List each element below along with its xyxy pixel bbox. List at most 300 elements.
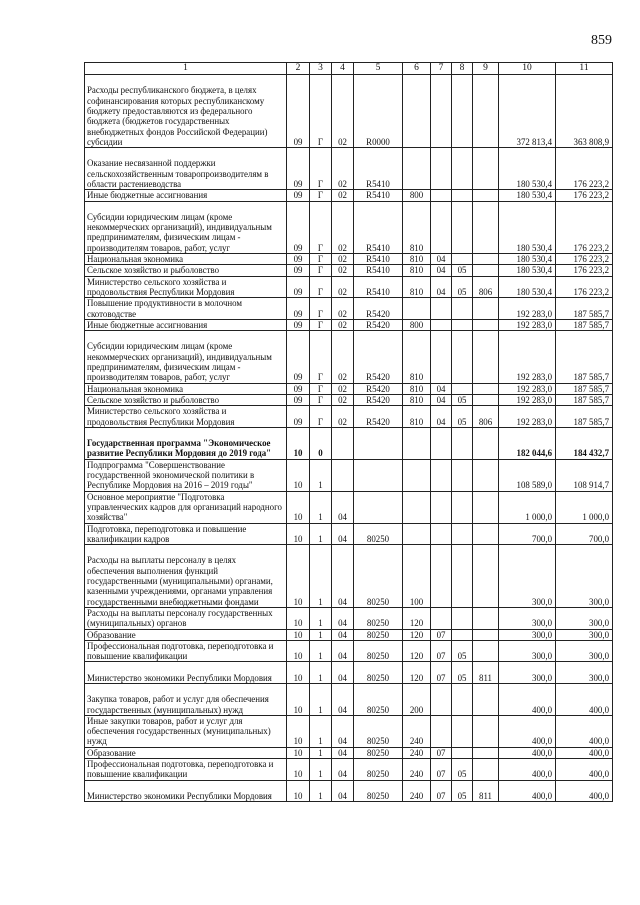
table-header-row (85, 63, 613, 75)
table-row (85, 629, 613, 640)
cell-code (452, 747, 473, 758)
cell-code (452, 427, 473, 459)
table-row (85, 319, 613, 330)
cell-code: Г (310, 254, 332, 265)
cell-code: 02 (332, 190, 354, 201)
column-header: 2 (287, 63, 310, 75)
table-row (85, 276, 613, 298)
cell-code: 1 (310, 747, 332, 758)
row-name: Сельское хозяйство и рыболовство (85, 394, 287, 405)
column-header: 7 (431, 63, 452, 75)
cell-code: 09 (287, 75, 310, 148)
cell-code: 80250 (354, 629, 403, 640)
cell-code (473, 715, 499, 747)
cell-code (452, 383, 473, 394)
table-row (85, 298, 613, 320)
cell-code: 10 (287, 780, 310, 802)
cell-code: 80250 (354, 640, 403, 662)
cell-code: R5410 (354, 201, 403, 254)
cell-code (452, 331, 473, 384)
cell-code: 09 (287, 331, 310, 384)
cell-code: 810 (403, 276, 431, 298)
cell-code: 0 (310, 427, 332, 459)
cell-code: 04 (332, 747, 354, 758)
cell-code: 10 (287, 683, 310, 715)
cell-code: 80250 (354, 523, 403, 545)
cell-code: 04 (332, 780, 354, 802)
cell-code (452, 607, 473, 629)
row-name: Расходы республиканского бюджета, в целях софинансирования которых республиканскому бюджету предоставляются из федерального бюджета (бюджетов государственных внебюджетных фондов Российской Федерации) субсидии (85, 75, 287, 148)
cell-code (473, 523, 499, 545)
cell-code (473, 383, 499, 394)
cell-code: 02 (332, 331, 354, 384)
cell-code: R5410 (354, 276, 403, 298)
table-row (85, 254, 613, 265)
cell-code: 09 (287, 276, 310, 298)
cell-code: 02 (332, 75, 354, 148)
cell-code: R5420 (354, 319, 403, 330)
cell-code (452, 523, 473, 545)
row-name: Министерство экономики Республики Мордовия (85, 662, 287, 684)
cell-code: 1 (310, 545, 332, 608)
cell-code: R5420 (354, 331, 403, 384)
cell-code: 1 (310, 683, 332, 715)
cell-amount-2018: 300,0 (499, 662, 556, 684)
column-header: 8 (452, 63, 473, 75)
cell-amount-2019: 400,0 (556, 747, 613, 758)
cell-code (403, 75, 431, 148)
cell-code (403, 491, 431, 523)
cell-code (403, 148, 431, 190)
cell-code: 810 (403, 406, 431, 428)
cell-code: 02 (332, 298, 354, 320)
cell-code: Г (310, 75, 332, 148)
cell-amount-2019: 1 000,0 (556, 491, 613, 523)
row-name: Государственная программа "Экономическое развитие Республики Мордовия до 2019 года" (85, 427, 287, 459)
cell-amount-2019: 400,0 (556, 715, 613, 747)
cell-code (473, 298, 499, 320)
column-header: 6 (403, 63, 431, 75)
cell-code: 806 (473, 276, 499, 298)
cell-amount-2019: 363 808,9 (556, 75, 613, 148)
cell-code (473, 265, 499, 276)
row-name: Иные бюджетные ассигнования (85, 190, 287, 201)
cell-amount-2018: 180 530,4 (499, 148, 556, 190)
cell-code: 02 (332, 319, 354, 330)
cell-code: 05 (452, 640, 473, 662)
cell-code: 02 (332, 265, 354, 276)
cell-amount-2019: 187 585,7 (556, 298, 613, 320)
cell-amount-2019: 187 585,7 (556, 394, 613, 405)
cell-code: 1 (310, 662, 332, 684)
cell-code: 810 (403, 201, 431, 254)
cell-code: R0000 (354, 75, 403, 148)
cell-code (452, 491, 473, 523)
cell-code: 80250 (354, 780, 403, 802)
row-name: Национальная экономика (85, 254, 287, 265)
cell-code: 1 (310, 629, 332, 640)
table-row (85, 759, 613, 781)
cell-code (473, 459, 499, 491)
cell-code: 1 (310, 715, 332, 747)
cell-amount-2019: 400,0 (556, 683, 613, 715)
row-name: Расходы на выплаты персоналу в целях обеспечения выполнения функций государственными (муниципальными) органами, казенными учреждениями, органами управления государственными внебюджетными фондами (85, 545, 287, 608)
cell-code: 05 (452, 265, 473, 276)
row-name: Образование (85, 747, 287, 758)
cell-code: 04 (431, 406, 452, 428)
cell-code: 10 (287, 545, 310, 608)
cell-code: 80250 (354, 715, 403, 747)
cell-code (431, 190, 452, 201)
cell-code: 04 (431, 265, 452, 276)
cell-amount-2019: 300,0 (556, 662, 613, 684)
cell-code: 120 (403, 629, 431, 640)
cell-amount-2018: 192 283,0 (499, 298, 556, 320)
cell-code: 10 (287, 715, 310, 747)
cell-code: 04 (332, 545, 354, 608)
cell-code: R5410 (354, 265, 403, 276)
table-row (85, 148, 613, 190)
cell-code (431, 148, 452, 190)
cell-code: 09 (287, 201, 310, 254)
cell-amount-2019: 176 223,2 (556, 254, 613, 265)
row-name: Иные закупки товаров, работ и услуг для обеспечения государственных (муниципальных) нужд (85, 715, 287, 747)
cell-code: 04 (431, 254, 452, 265)
cell-code: 1 (310, 459, 332, 491)
cell-amount-2018: 192 283,0 (499, 394, 556, 405)
cell-code (473, 319, 499, 330)
row-name: Субсидии юридическим лицам (кроме некоммерческих организаций), индивидуальным предпринимателям, физическим лицам - производителям товаров, работ, услуг (85, 331, 287, 384)
cell-code: R5420 (354, 394, 403, 405)
cell-amount-2018: 400,0 (499, 780, 556, 802)
cell-amount-2018: 400,0 (499, 759, 556, 781)
cell-code: 04 (332, 491, 354, 523)
cell-code: 05 (452, 406, 473, 428)
cell-code: 05 (452, 759, 473, 781)
cell-code: 10 (287, 427, 310, 459)
cell-code: 04 (431, 394, 452, 405)
cell-code: R5410 (354, 148, 403, 190)
cell-code: 02 (332, 148, 354, 190)
cell-code (431, 459, 452, 491)
row-name: Иные бюджетные ассигнования (85, 319, 287, 330)
cell-code: 200 (403, 683, 431, 715)
table-row (85, 640, 613, 662)
column-header: 4 (332, 63, 354, 75)
cell-code: Г (310, 383, 332, 394)
cell-code (473, 683, 499, 715)
table-row (85, 383, 613, 394)
cell-amount-2019: 187 585,7 (556, 383, 613, 394)
cell-code: 806 (473, 406, 499, 428)
cell-code: 240 (403, 715, 431, 747)
cell-code: 04 (332, 640, 354, 662)
cell-code: 09 (287, 254, 310, 265)
cell-code: 120 (403, 607, 431, 629)
cell-amount-2018: 300,0 (499, 640, 556, 662)
cell-code (332, 459, 354, 491)
cell-code (452, 201, 473, 254)
cell-code: 10 (287, 459, 310, 491)
column-header: 9 (473, 63, 499, 75)
table-row (85, 406, 613, 428)
cell-code: 240 (403, 780, 431, 802)
cell-amount-2018: 1 000,0 (499, 491, 556, 523)
row-name: Профессиональная подготовка, переподготовка и повышение квалификации (85, 640, 287, 662)
cell-amount-2019: 400,0 (556, 759, 613, 781)
cell-amount-2019: 176 223,2 (556, 201, 613, 254)
cell-code: Г (310, 190, 332, 201)
cell-code: 1 (310, 759, 332, 781)
cell-amount-2019: 187 585,7 (556, 319, 613, 330)
cell-code (473, 427, 499, 459)
table-row (85, 747, 613, 758)
table-row (85, 331, 613, 384)
cell-code: 800 (403, 319, 431, 330)
cell-code: 1 (310, 523, 332, 545)
cell-code (431, 319, 452, 330)
cell-code: 04 (332, 759, 354, 781)
cell-amount-2018: 180 530,4 (499, 276, 556, 298)
cell-code (431, 75, 452, 148)
cell-code: 80250 (354, 545, 403, 608)
cell-amount-2019: 176 223,2 (556, 265, 613, 276)
row-name: Министерство экономики Республики Мордовия (85, 780, 287, 802)
cell-code: 09 (287, 298, 310, 320)
cell-code (452, 459, 473, 491)
cell-code: 04 (332, 523, 354, 545)
table-row (85, 780, 613, 802)
cell-code: 09 (287, 394, 310, 405)
cell-amount-2019: 300,0 (556, 607, 613, 629)
cell-amount-2018: 180 530,4 (499, 190, 556, 201)
cell-code (354, 459, 403, 491)
cell-code: 10 (287, 662, 310, 684)
table-row (85, 683, 613, 715)
cell-code: 10 (287, 523, 310, 545)
cell-code: 05 (452, 276, 473, 298)
cell-code (431, 545, 452, 608)
cell-code: 07 (431, 759, 452, 781)
cell-amount-2018: 700,0 (499, 523, 556, 545)
cell-code: 09 (287, 319, 310, 330)
cell-code (473, 331, 499, 384)
cell-amount-2019: 176 223,2 (556, 276, 613, 298)
cell-code: Г (310, 406, 332, 428)
cell-code (431, 298, 452, 320)
cell-code (403, 298, 431, 320)
cell-code (452, 319, 473, 330)
row-name: Министерство сельского хозяйства и продовольствия Республики Мордовия (85, 276, 287, 298)
cell-code: 04 (332, 662, 354, 684)
cell-amount-2018: 180 530,4 (499, 265, 556, 276)
cell-code: 05 (452, 394, 473, 405)
cell-amount-2018: 300,0 (499, 629, 556, 640)
cell-code: Г (310, 148, 332, 190)
cell-code: 240 (403, 747, 431, 758)
cell-amount-2018: 192 283,0 (499, 406, 556, 428)
cell-code (403, 459, 431, 491)
cell-code: 07 (431, 640, 452, 662)
table-row (85, 190, 613, 201)
cell-code: 1 (310, 491, 332, 523)
cell-code: 10 (287, 747, 310, 758)
cell-code: 05 (452, 780, 473, 802)
cell-code: 240 (403, 759, 431, 781)
cell-code: 09 (287, 190, 310, 201)
row-name: Национальная экономика (85, 383, 287, 394)
cell-code (473, 190, 499, 201)
row-name: Субсидии юридическим лицам (кроме некоммерческих организаций), индивидуальным предпринимателям, физическим лицам - производителям товаров, работ, услуг (85, 201, 287, 254)
cell-code: 07 (431, 629, 452, 640)
cell-code (403, 427, 431, 459)
column-header: 11 (556, 63, 613, 75)
column-header: 5 (354, 63, 403, 75)
cell-code: 04 (332, 683, 354, 715)
column-header: 10 (499, 63, 556, 75)
table-row (85, 523, 613, 545)
cell-code: 80250 (354, 683, 403, 715)
cell-code: R5420 (354, 406, 403, 428)
cell-code: 04 (332, 715, 354, 747)
row-name: Повышение продуктивности в молочном скотоводстве (85, 298, 287, 320)
cell-code (431, 523, 452, 545)
cell-code: 02 (332, 254, 354, 265)
cell-amount-2018: 400,0 (499, 715, 556, 747)
cell-code: 811 (473, 662, 499, 684)
cell-code: 100 (403, 545, 431, 608)
cell-amount-2019: 300,0 (556, 545, 613, 608)
cell-amount-2018: 400,0 (499, 683, 556, 715)
cell-code: 07 (431, 662, 452, 684)
cell-code: Г (310, 331, 332, 384)
cell-code: Г (310, 201, 332, 254)
row-name: Образование (85, 629, 287, 640)
cell-code: 810 (403, 331, 431, 384)
cell-code (354, 491, 403, 523)
cell-code: 05 (452, 662, 473, 684)
cell-code: Г (310, 276, 332, 298)
cell-code (431, 201, 452, 254)
cell-code: 10 (287, 629, 310, 640)
cell-code (452, 545, 473, 608)
cell-code (473, 545, 499, 608)
cell-code: R5410 (354, 190, 403, 201)
cell-code (403, 523, 431, 545)
budget-table (84, 62, 613, 802)
row-name: Министерство сельского хозяйства и продовольствия Республики Мордовия (85, 406, 287, 428)
table-row (85, 265, 613, 276)
cell-code (473, 629, 499, 640)
cell-amount-2019: 300,0 (556, 629, 613, 640)
cell-code (431, 607, 452, 629)
cell-code (452, 190, 473, 201)
row-name: Профессиональная подготовка, переподготовка и повышение квалификации (85, 759, 287, 781)
cell-amount-2019: 108 914,7 (556, 459, 613, 491)
cell-code: 800 (403, 190, 431, 201)
cell-code: 09 (287, 406, 310, 428)
cell-code: 120 (403, 640, 431, 662)
cell-code (473, 394, 499, 405)
table-row (85, 201, 613, 254)
cell-code (332, 427, 354, 459)
column-header: 3 (310, 63, 332, 75)
cell-code: 80250 (354, 747, 403, 758)
cell-code: R5410 (354, 254, 403, 265)
cell-code (473, 747, 499, 758)
cell-code (473, 491, 499, 523)
cell-code: 810 (403, 383, 431, 394)
cell-amount-2019: 184 432,7 (556, 427, 613, 459)
cell-amount-2019: 700,0 (556, 523, 613, 545)
cell-amount-2018: 180 530,4 (499, 201, 556, 254)
cell-code (431, 491, 452, 523)
cell-code: 1 (310, 640, 332, 662)
cell-code (452, 148, 473, 190)
cell-amount-2018: 300,0 (499, 545, 556, 608)
cell-code (473, 640, 499, 662)
cell-code: 02 (332, 201, 354, 254)
cell-code: 10 (287, 640, 310, 662)
row-name: Закупка товаров, работ и услуг для обеспечения государственных (муниципальных) нужд (85, 683, 287, 715)
cell-code (452, 715, 473, 747)
cell-code: 04 (332, 607, 354, 629)
cell-amount-2019: 176 223,2 (556, 148, 613, 190)
cell-amount-2018: 180 530,4 (499, 254, 556, 265)
cell-code (431, 715, 452, 747)
cell-code (473, 759, 499, 781)
cell-amount-2019: 176 223,2 (556, 190, 613, 201)
cell-code: 1 (310, 607, 332, 629)
cell-code: 1 (310, 780, 332, 802)
cell-code: 810 (403, 254, 431, 265)
cell-code: 02 (332, 394, 354, 405)
cell-code: 10 (287, 491, 310, 523)
row-name: Подготовка, переподготовка и повышение квалификации кадров (85, 523, 287, 545)
row-name: Расходы на выплаты персоналу государственных (муниципальных) органов (85, 607, 287, 629)
cell-amount-2018: 192 283,0 (499, 383, 556, 394)
cell-code: 07 (431, 747, 452, 758)
table-row (85, 75, 613, 148)
cell-code: 120 (403, 662, 431, 684)
table-row (85, 459, 613, 491)
row-name: Оказание несвязанной поддержки сельскохозяйственным товаропроизводителям в области растениеводства (85, 148, 287, 190)
cell-code: 80250 (354, 759, 403, 781)
cell-code: 02 (332, 276, 354, 298)
cell-code: Г (310, 394, 332, 405)
cell-code (354, 427, 403, 459)
cell-code: Г (310, 265, 332, 276)
cell-code: R5420 (354, 298, 403, 320)
table-row (85, 545, 613, 608)
cell-code (473, 75, 499, 148)
table-row (85, 427, 613, 459)
cell-code: 04 (431, 276, 452, 298)
row-name: Основное мероприятие "Подготовка управленческих кадров для организаций народного хозяйства" (85, 491, 287, 523)
cell-code: 09 (287, 148, 310, 190)
cell-amount-2018: 400,0 (499, 747, 556, 758)
cell-code (431, 331, 452, 384)
cell-code (452, 629, 473, 640)
cell-code: 10 (287, 759, 310, 781)
table-row (85, 394, 613, 405)
table-row (85, 491, 613, 523)
row-name: Сельское хозяйство и рыболовство (85, 265, 287, 276)
cell-code: 10 (287, 607, 310, 629)
cell-amount-2018: 372 813,4 (499, 75, 556, 148)
cell-code: 810 (403, 265, 431, 276)
cell-amount-2018: 182 044,6 (499, 427, 556, 459)
